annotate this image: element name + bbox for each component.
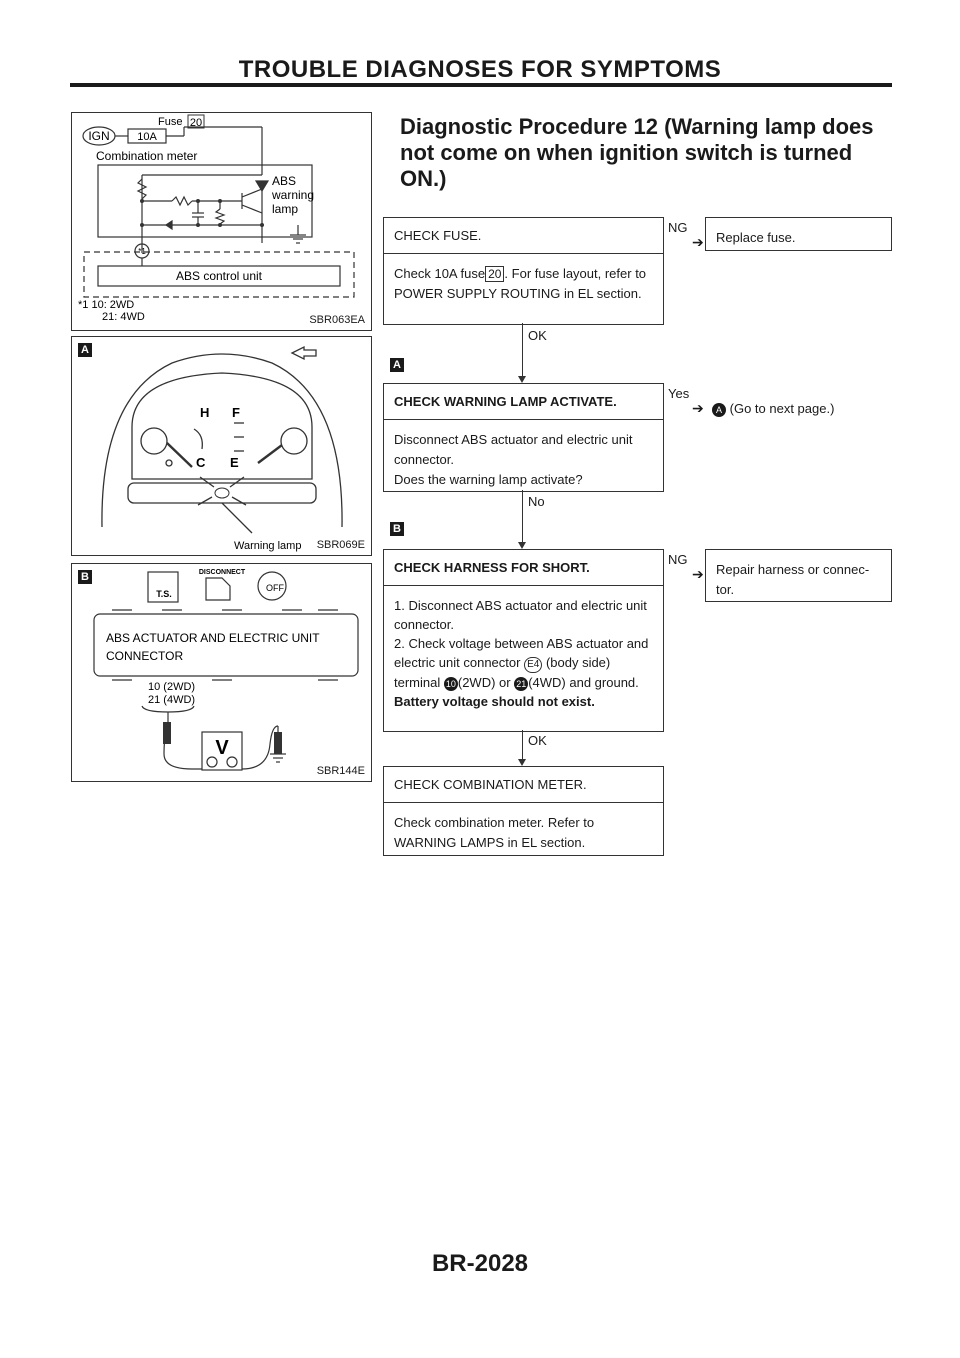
flow-arrow: [518, 759, 526, 766]
header-rule: [70, 83, 892, 87]
connector-svg: [72, 564, 371, 781]
ng-arrow: ➔: [692, 234, 704, 250]
gauge-e-label: E: [230, 455, 239, 470]
step-head: CHECK FUSE.: [384, 218, 663, 254]
off-label: OFF: [266, 583, 284, 593]
warning-lamp-label: Warning lamp: [234, 540, 302, 552]
note-line-1: *1 10: 2WD: [78, 299, 135, 311]
note-line-2: 21: 4WD: [102, 311, 145, 323]
flow-arrow: [518, 376, 526, 383]
page-header-title: TROUBLE DIAGNOSES FOR SYMPTOMS: [238, 56, 722, 83]
meter-svg: [72, 337, 371, 555]
voltmeter-label: V: [215, 737, 229, 759]
pin-label-1: 10 (2WD): [148, 681, 196, 693]
star-label: *1: [138, 247, 146, 256]
step-body: Check combination meter. Refer to WARNING LAMPS in EL section.: [394, 815, 595, 850]
figure-marker-b: B: [78, 570, 92, 584]
flow-line: [522, 730, 523, 759]
figure-code: SBR063EA: [309, 314, 365, 326]
disconnect-label: DISCONNECT: [198, 569, 246, 576]
terminal-21: 21: [516, 678, 527, 689]
step-head: CHECK HARNESS FOR SHORT.: [384, 550, 663, 586]
pin-label-2: 21 (4WD): [148, 694, 196, 706]
abs-label-2: warning: [272, 188, 315, 202]
no-label: No: [528, 494, 545, 509]
step-check-harness: [383, 549, 664, 732]
step-marker-b: B: [390, 522, 404, 536]
page-number: BR-2028: [431, 1250, 529, 1277]
connector-label-2: CONNECTOR: [106, 649, 184, 663]
meter-label: Combination meter: [96, 149, 198, 163]
yes-arrow: ➔: [692, 400, 704, 416]
ng-arrow: ➔: [692, 566, 704, 582]
ok-label: OK: [528, 328, 547, 343]
figure-circuit-diagram: [71, 112, 372, 331]
step-check-combination-meter: [383, 766, 664, 856]
procedure-title: Diagnostic Procedure 12 (Warning lamp does not come on when ignition switch is turned ON.): [400, 114, 874, 191]
gauge-f-label: F: [232, 405, 240, 420]
figure-connector-check: [71, 563, 372, 782]
ts-label: T.S.: [156, 589, 172, 599]
step-head: CHECK COMBINATION METER.: [384, 767, 663, 803]
connector-e4: E4: [524, 657, 542, 673]
flow-line: [522, 323, 523, 376]
terminal-10: 10: [445, 678, 456, 689]
abs-label-3: lamp: [272, 202, 299, 216]
figure-combination-meter: [71, 336, 372, 556]
fuse-amp-label: 10A: [137, 131, 157, 143]
step-head: CHECK WARNING LAMP ACTIVATE.: [384, 384, 663, 420]
step-check-fuse: [383, 217, 664, 325]
go-next-page: A (Go to next page.): [712, 401, 834, 417]
gauge-c-label: C: [196, 455, 206, 470]
step-body: 1. Disconnect ABS actuator and electric unit connector. 2. Check voltage between ABS actuator and electric unit connector E4 (body side) terminal 10 (2WD) or 21 (4WD) and ground. Battery voltage should not exist.: [384, 586, 663, 721]
step-check-warning-lamp: [383, 383, 664, 492]
ng-label: NG: [668, 552, 688, 567]
connector-label-1: ABS ACTUATOR AND ELECTRIC UNIT: [106, 631, 320, 645]
flow-line: [522, 490, 523, 542]
fuse-label: Fuse: [158, 116, 183, 128]
fuse-number-label: 20: [189, 117, 203, 129]
figure-marker-a: A: [78, 343, 92, 357]
ng-label: NG: [668, 220, 688, 235]
abs-unit-label: ABS control unit: [175, 269, 263, 283]
step-body: Check 10A fuse 20 . For fuse layout, refer to POWER SUPPLY ROUTING in EL section.: [394, 266, 647, 301]
circuit-svg: [72, 113, 371, 330]
abs-label-1: ABS: [272, 174, 297, 188]
yes-label: Yes: [668, 386, 690, 401]
spec-text: Battery voltage should not exist.: [394, 694, 595, 709]
figure-code: SBR144E: [316, 765, 365, 777]
gauge-h-label: H: [200, 405, 210, 420]
fuse-number: 20: [485, 266, 504, 282]
step-body: Disconnect ABS actuator and electric unit connector. Does the warning lamp activate?: [394, 432, 633, 487]
ok-label: OK: [528, 733, 547, 748]
result-repair-harness: Repair harness or connec- tor.: [705, 549, 892, 602]
marker-a-circle: A: [712, 403, 726, 417]
figure-code: SBR069E: [316, 539, 365, 551]
step-marker-a: A: [390, 358, 404, 372]
result-replace-fuse: Replace fuse.: [705, 217, 892, 251]
ign-label: IGN: [88, 129, 110, 143]
flow-arrow: [518, 542, 526, 549]
